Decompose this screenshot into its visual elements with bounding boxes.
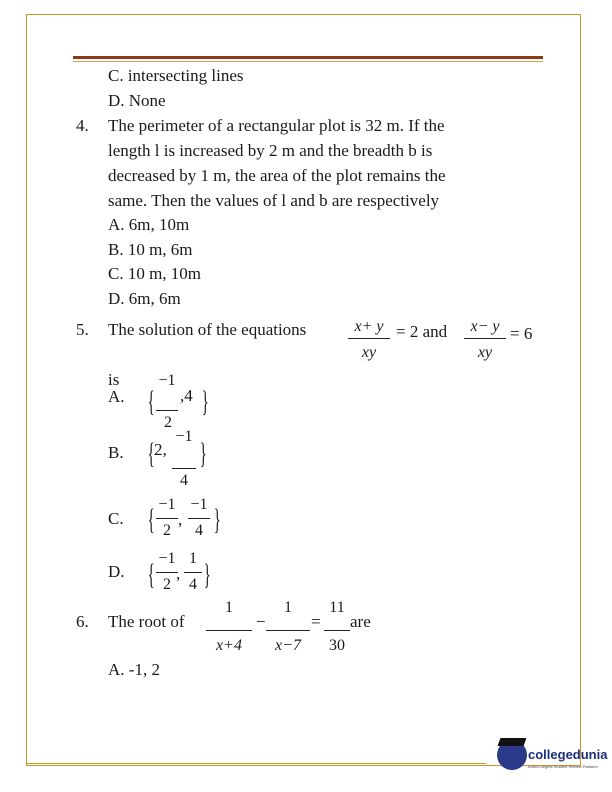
- q4-line-1: The perimeter of a rectangular plot is 32 m. If the: [108, 116, 445, 135]
- q5-d-denominator-1: 2: [163, 576, 171, 593]
- q5-d-right-brace: }: [203, 558, 211, 591]
- q5-a-denominator: 2: [164, 414, 172, 431]
- q6-f3-denominator: 30: [329, 637, 345, 654]
- q6-f2-denominator: x−7: [275, 637, 301, 654]
- header-rule: [73, 56, 543, 59]
- q5-option-c-label: C.: [108, 509, 124, 528]
- q5-b-bar: [172, 468, 196, 469]
- q4-option-c: C. 10 m, 10m: [108, 264, 202, 283]
- logo-name: collegedunia: [528, 747, 608, 762]
- q6-number: 6.: [76, 612, 89, 631]
- q5-eq1-numerator: x+ y: [354, 318, 384, 335]
- q5-d-denominator-2: 4: [189, 576, 197, 593]
- q6-f2-bar: [266, 630, 310, 631]
- q5-option-b-label: B.: [108, 443, 124, 462]
- q4-option-b: B. 10 m, 6m: [108, 240, 193, 259]
- q6-f3-bar: [324, 630, 350, 631]
- q4-line-4: same. Then the values of l and b are respectively: [108, 191, 440, 210]
- logo-tagline: India's largest Student Review Platform: [528, 764, 598, 769]
- q3-option-c: C. intersecting lines: [108, 66, 244, 85]
- q5-a-left-brace: {: [147, 385, 155, 418]
- q5-eq1-rhs: = 2 and: [396, 322, 448, 341]
- q5-c-comma: ,: [178, 510, 183, 529]
- q5-d-bar-2: [184, 572, 202, 573]
- q5-eq1-bar: [348, 338, 390, 339]
- q5-eq2-denominator: xy: [477, 344, 493, 361]
- q5-c-denominator-2: 4: [195, 522, 203, 539]
- q5-d-bar-1: [156, 572, 178, 573]
- footer-rule: [26, 763, 486, 764]
- q6-option-a: A. -1, 2: [108, 660, 160, 679]
- q5-a-bar: [156, 410, 178, 411]
- q5-c-bar-2: [188, 518, 210, 519]
- q5-a-second: ,4: [180, 386, 193, 405]
- q4-option-a: A. 6m, 10m: [108, 215, 190, 234]
- q6-equals: =: [311, 612, 321, 631]
- q4-line-2: length l is increased by 2 m and the breadth b is: [108, 141, 433, 160]
- q5-a-right-brace: }: [201, 385, 209, 418]
- q5-c-right-brace: }: [213, 503, 221, 536]
- graduation-cap-icon: [498, 738, 527, 746]
- q6-f1-denominator: x+4: [216, 637, 242, 654]
- q5-a-numerator: −1: [158, 372, 176, 389]
- q5-d-comma: ,: [176, 564, 181, 583]
- q5-eq2-numerator: x− y: [470, 318, 500, 335]
- q6-f3-numerator: 11: [329, 599, 345, 616]
- q5-d-numerator-2: 1: [189, 550, 197, 567]
- q4-option-d: D. 6m, 6m: [108, 289, 181, 308]
- q5-d-numerator-1: −1: [158, 550, 176, 567]
- q5-b-first: 2,: [154, 440, 167, 459]
- q5-c-bar-1: [156, 518, 178, 519]
- q5-option-d-label: D.: [108, 562, 125, 581]
- q5-eq2-rhs: = 6: [510, 324, 533, 343]
- q5-c-numerator-1: −1: [158, 496, 176, 513]
- q5-c-denominator-1: 2: [163, 522, 171, 539]
- q5-option-a-label: A.: [108, 387, 125, 406]
- header-rule-thin: [73, 61, 543, 62]
- q5-b-numerator: −1: [175, 428, 193, 445]
- collegedunia-logo: [497, 740, 607, 785]
- q6-minus: −: [256, 612, 266, 631]
- q5-text: The solution of the equations: [108, 320, 307, 339]
- q5-b-right-brace: }: [199, 437, 207, 470]
- q6-f1-numerator: 1: [225, 599, 233, 616]
- q5-d-left-brace: {: [147, 558, 155, 591]
- q5-b-left-brace: {: [147, 437, 155, 470]
- q4-line-3: decreased by 1 m, the area of the plot remains the: [108, 166, 446, 185]
- q5-b-denominator: 4: [180, 472, 188, 489]
- q6-f1-bar: [206, 630, 252, 631]
- q5-c-numerator-2: −1: [190, 496, 208, 513]
- q6-f2-numerator: 1: [284, 599, 292, 616]
- q4-number: 4.: [76, 116, 89, 135]
- q5-number: 5.: [76, 320, 89, 339]
- q5-eq1-denominator: xy: [361, 344, 377, 361]
- q5-c-left-brace: {: [147, 503, 155, 536]
- q3-option-d: D. None: [108, 91, 166, 110]
- q5-eq2-bar: [464, 338, 506, 339]
- q6-text: The root of: [108, 612, 185, 631]
- q5-is: is: [108, 370, 120, 389]
- q6-are: are: [350, 612, 371, 631]
